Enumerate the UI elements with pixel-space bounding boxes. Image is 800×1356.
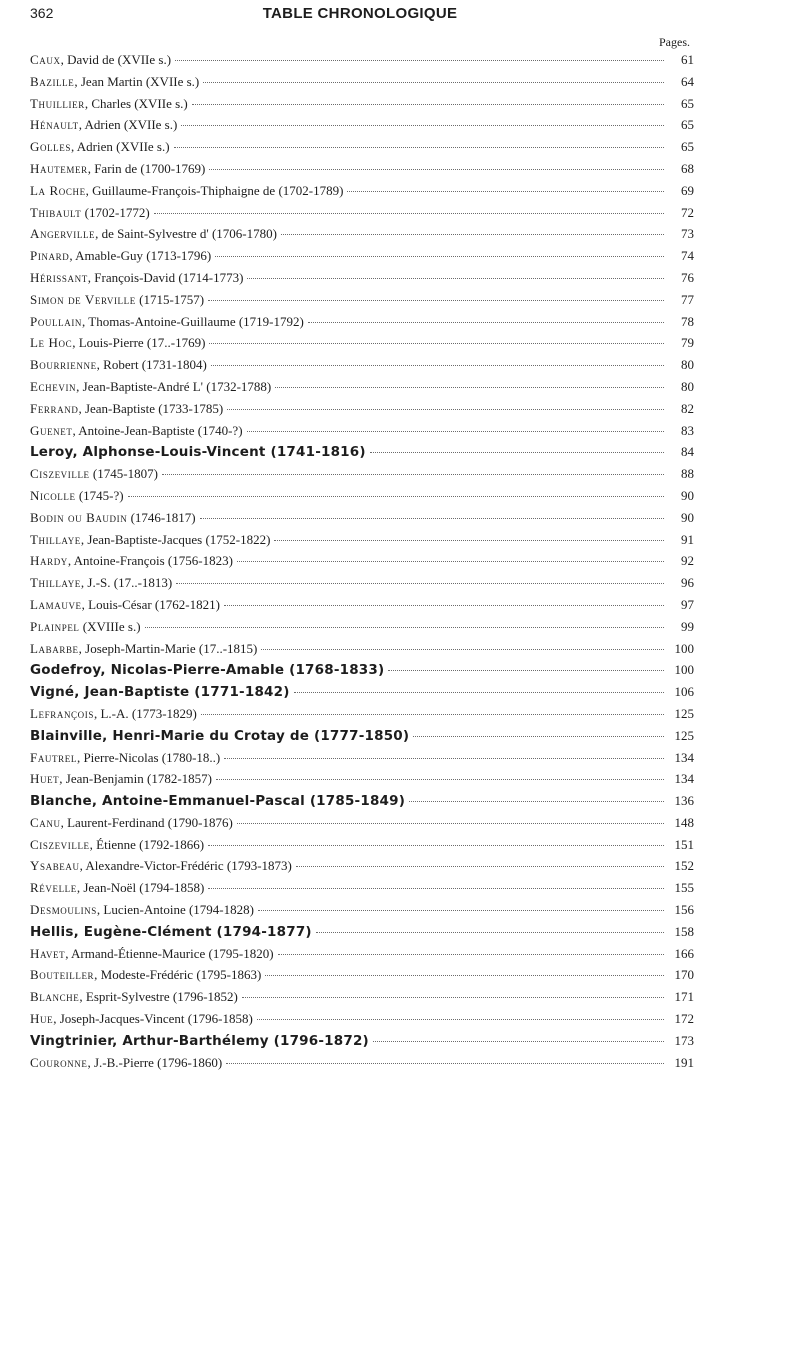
- entry-page-number: 99: [681, 618, 694, 634]
- entry-details: , Étienne (1792-1866): [89, 836, 205, 852]
- entry-page-number: 74: [681, 248, 694, 264]
- entry-details: , Jean-Baptiste (1771-1842): [74, 684, 290, 701]
- dot-leader: [258, 910, 664, 911]
- entry-page-number: 65: [681, 95, 694, 111]
- entry-page-number: 68: [681, 160, 694, 176]
- entry-page-number: 90: [681, 487, 694, 503]
- entry-surname: Guenet: [30, 422, 73, 438]
- entry-surname: Hellis: [30, 923, 74, 940]
- entry-page-number: 65: [681, 139, 694, 155]
- entry-surname: Ciszeville: [30, 466, 90, 482]
- entry-surname: Ysabeau: [30, 858, 80, 874]
- index-entry: [30, 335, 694, 357]
- entry-page-number: 79: [681, 335, 694, 351]
- entry-details: , Farin de (1700-1769): [87, 160, 206, 176]
- dot-leader: [409, 801, 664, 802]
- index-entry: [30, 1033, 694, 1055]
- entry-page-number: 170: [674, 967, 694, 983]
- entry-surname: Bodin ou Baudin: [30, 509, 128, 525]
- index-entry: [30, 226, 694, 248]
- entry-page-number: 82: [681, 400, 694, 416]
- index-entry: [30, 1011, 694, 1033]
- entry-page-number: 61: [681, 52, 694, 67]
- entry-details: , Armand-Étienne-Maurice (1795-1820): [65, 945, 274, 961]
- dot-leader: [265, 975, 664, 976]
- entry-details: , Henri-Marie du Crotay de (1777-1850): [102, 727, 410, 744]
- entry-details: , Pierre-Nicolas (1780-18..): [76, 749, 221, 765]
- index-entry: [30, 510, 694, 532]
- entry-page-number: 77: [681, 291, 694, 307]
- entry-details: , L.-A. (1773-1829): [93, 705, 197, 721]
- entry-page-number: 100: [674, 662, 694, 678]
- entry-details: , Joseph-Jacques-Vincent (1796-1858): [53, 1011, 253, 1027]
- entry-surname: Blanche: [30, 989, 80, 1005]
- entry-details: , Eugène-Clément (1794-1877): [73, 923, 312, 940]
- index-entry: [30, 423, 694, 445]
- dot-leader: [200, 518, 664, 519]
- entry-page-number: 148: [674, 814, 694, 830]
- entry-name: [30, 946, 274, 962]
- entry-name: [30, 96, 188, 112]
- entry-name: [30, 466, 158, 482]
- entry-details: , Louis-Pierre (17..-1769): [72, 335, 206, 351]
- index-entry: [30, 488, 694, 510]
- entry-page-number: 134: [674, 771, 694, 787]
- dot-leader: [154, 213, 664, 214]
- entry-page-number: 158: [674, 923, 694, 939]
- dot-leader: [316, 932, 664, 933]
- entry-details: , Modeste-Frédéric (1795-1863): [94, 967, 262, 983]
- index-entry: [30, 270, 694, 292]
- dot-leader: [224, 605, 664, 606]
- entry-name: [30, 815, 233, 831]
- index-entry: [30, 858, 694, 880]
- entry-name: [30, 488, 124, 504]
- entry-details: , Alphonse-Louis-Vincent (1741-1816): [72, 444, 366, 461]
- entry-details: , Joseph-Martin-Marie (17..-1815): [78, 640, 258, 656]
- dot-leader: [201, 714, 664, 715]
- entry-surname: Godefroy: [30, 662, 101, 679]
- dot-leader: [216, 779, 664, 780]
- index-entry: [30, 1055, 694, 1077]
- entry-details: (1746-1817): [127, 509, 196, 525]
- index-entry: [30, 379, 694, 401]
- index-entry: [30, 532, 694, 554]
- entry-name: [30, 662, 384, 678]
- entry-name: [30, 314, 304, 330]
- index-entry: [30, 466, 694, 488]
- running-title: TABLE CHRONOLOGIQUE: [262, 5, 458, 22]
- entry-details: , Nicolas-Pierre-Amable (1768-1833): [100, 662, 385, 679]
- dot-leader: [227, 409, 664, 410]
- entry-page-number: 80: [681, 378, 694, 394]
- entry-details: , Esprit-Sylvestre (1796-1852): [79, 989, 238, 1005]
- index-entry: [30, 553, 694, 575]
- entry-name: [30, 750, 220, 766]
- entry-name: [30, 161, 205, 177]
- entry-name: [30, 837, 204, 853]
- entry-details: , Adrien (XVIIe s.): [78, 117, 178, 133]
- index-entry: [30, 444, 694, 466]
- entry-name: [30, 205, 150, 221]
- dot-leader: [174, 147, 664, 148]
- entry-page-number: 134: [674, 749, 694, 765]
- entry-name: [30, 226, 277, 242]
- dot-leader: [181, 125, 664, 126]
- entry-page-number: 64: [681, 73, 694, 89]
- entry-details: , Laurent-Ferdinand (1790-1876): [60, 814, 233, 830]
- dot-leader: [237, 823, 664, 824]
- entry-name: [30, 967, 261, 983]
- dot-leader: [413, 736, 664, 737]
- entry-name: [30, 575, 172, 591]
- dot-leader: [224, 758, 664, 759]
- entry-page-number: 125: [674, 727, 694, 743]
- entry-details: , Charles (XVIIe s.): [84, 95, 188, 111]
- pages-column-label: Pages.: [659, 35, 690, 49]
- index-entry: [30, 989, 694, 1011]
- index-entry: [30, 117, 694, 139]
- entry-details: , François-David (1714-1773): [87, 269, 244, 285]
- index-entry: [30, 641, 694, 663]
- index-entry: [30, 161, 694, 183]
- entry-surname: Blanche: [30, 793, 92, 810]
- entry-surname: Caux: [30, 52, 61, 67]
- entry-surname: Hérissant: [30, 269, 88, 285]
- dot-leader: [247, 278, 664, 279]
- index-entry: [30, 793, 694, 815]
- index-entry: [30, 357, 694, 379]
- entry-details: (1702-1772): [81, 204, 150, 220]
- entry-page-number: 90: [681, 509, 694, 525]
- entry-name: [30, 444, 366, 460]
- dot-leader: [247, 431, 664, 432]
- index-entry: [30, 728, 694, 750]
- entry-name: [30, 379, 271, 395]
- entry-page-number: 88: [681, 466, 694, 482]
- entry-surname: Le Hoc: [30, 335, 73, 351]
- entry-name: [30, 728, 409, 744]
- entry-surname: Fautrel: [30, 749, 77, 765]
- entry-page-number: 78: [681, 313, 694, 329]
- index-entry: [30, 597, 694, 619]
- entry-page-number: 84: [681, 444, 694, 460]
- index-entry: [30, 837, 694, 859]
- entry-details: (1745-?): [75, 487, 124, 503]
- index-entry: [30, 946, 694, 968]
- entry-surname: Lefrançois: [30, 705, 94, 721]
- entry-page-number: 152: [674, 858, 694, 874]
- entry-surname: Hardy: [30, 553, 68, 569]
- index-entry: [30, 880, 694, 902]
- dot-leader: [211, 365, 664, 366]
- entry-details: , Louis-César (1762-1821): [81, 596, 220, 612]
- entry-details: , Robert (1731-1804): [96, 357, 207, 373]
- dot-leader: [208, 845, 664, 846]
- entry-page-number: 91: [681, 531, 694, 547]
- entry-page-number: 80: [681, 357, 694, 373]
- dot-leader: [373, 1041, 664, 1042]
- entry-details: , David de (XVIIe s.): [60, 52, 172, 67]
- entry-name: [30, 924, 312, 940]
- index-entry: [30, 314, 694, 336]
- entry-details: , Antoine-Jean-Baptiste (1740-?): [72, 422, 243, 438]
- entry-name: [30, 270, 243, 286]
- entry-name: [30, 553, 233, 569]
- index-entry: [30, 139, 694, 161]
- entry-surname: Vingtrinier: [30, 1032, 113, 1049]
- entry-details: , Jean-Baptiste (1733-1785): [78, 400, 224, 416]
- entry-surname: Nicolle: [30, 487, 76, 503]
- entry-details: , Jean-Baptiste-André L' (1732-1788): [76, 378, 272, 394]
- index-entry: [30, 401, 694, 423]
- entry-page-number: 96: [681, 575, 694, 591]
- entry-surname: Labarbe: [30, 640, 79, 656]
- entry-surname: Huet: [30, 771, 60, 787]
- dot-leader: [308, 322, 664, 323]
- dot-leader: [208, 300, 664, 301]
- entry-page-number: 92: [681, 553, 694, 569]
- entry-name: [30, 684, 290, 700]
- entry-details: , Guillaume-François-Thiphaigne de (1702-1789): [85, 182, 344, 198]
- entry-surname: Hénault: [30, 117, 79, 133]
- dot-leader: [175, 60, 664, 61]
- entry-surname: Canu: [30, 814, 61, 830]
- entry-details: , Jean-Baptiste-Jacques (1752-1822): [80, 531, 271, 547]
- entry-surname: Révelle: [30, 880, 77, 896]
- entry-details: , Jean-Benjamin (1782-1857): [59, 771, 213, 787]
- entry-details: (1745-1807): [89, 466, 158, 482]
- entry-name: [30, 510, 196, 526]
- entry-page-number: 83: [681, 422, 694, 438]
- dot-leader: [226, 1063, 664, 1064]
- entry-page-number: 65: [681, 117, 694, 133]
- index-entry: [30, 815, 694, 837]
- entry-page-number: 166: [674, 945, 694, 961]
- page-number: 362: [30, 5, 54, 21]
- entry-surname: Blainville: [30, 727, 103, 744]
- entry-page-number: 151: [674, 836, 694, 852]
- entry-surname: Ciszeville: [30, 836, 90, 852]
- chronological-index: [30, 52, 694, 1076]
- entry-name: [30, 335, 205, 351]
- entry-name: [30, 619, 141, 635]
- entry-surname: Thibault: [30, 204, 82, 220]
- entry-page-number: 172: [674, 1011, 694, 1027]
- entry-surname: Havet: [30, 945, 66, 961]
- entry-surname: Couronne: [30, 1054, 88, 1070]
- index-entry: [30, 750, 694, 772]
- dot-leader: [347, 191, 664, 192]
- entry-details: (XVIIIe s.): [79, 618, 141, 634]
- entry-surname: Simon de Verville: [30, 291, 136, 307]
- index-entry: [30, 967, 694, 989]
- entry-name: [30, 771, 212, 787]
- entry-surname: Hue: [30, 1011, 54, 1027]
- entry-name: [30, 793, 405, 809]
- index-entry: [30, 771, 694, 793]
- dot-leader: [145, 627, 664, 628]
- dot-leader: [176, 583, 664, 584]
- dot-leader: [192, 104, 664, 105]
- dot-leader: [128, 496, 664, 497]
- entry-surname: Vigné: [30, 684, 75, 701]
- entry-page-number: 155: [674, 880, 694, 896]
- entry-surname: Poullain: [30, 313, 83, 329]
- entry-details: (1715-1757): [135, 291, 205, 307]
- entry-page-number: 100: [674, 640, 694, 656]
- entry-details: , Jean Martin (XVIIe s.): [74, 73, 200, 89]
- entry-details: , Lucien-Antoine (1794-1828): [96, 902, 254, 918]
- entry-details: , de Saint-Sylvestre d' (1706-1780): [95, 226, 277, 242]
- entry-name: [30, 139, 170, 155]
- entry-surname: Leroy: [30, 444, 73, 461]
- entry-name: [30, 357, 207, 373]
- dot-leader: [203, 82, 664, 83]
- entry-surname: Angerville: [30, 226, 96, 242]
- entry-details: , Thomas-Antoine-Guillaume (1719-1792): [82, 313, 304, 329]
- entry-page-number: 73: [681, 226, 694, 242]
- dot-leader: [388, 670, 664, 671]
- entry-surname: Bouteiller: [30, 967, 95, 983]
- index-entry: [30, 684, 694, 706]
- entry-name: [30, 641, 257, 657]
- entry-page-number: 156: [674, 902, 694, 918]
- entry-page-number: 173: [674, 1032, 694, 1048]
- entry-details: , Arthur-Barthélemy (1796-1872): [112, 1032, 369, 1049]
- entry-name: [30, 532, 270, 548]
- entry-surname: Golles: [30, 139, 71, 155]
- dot-leader: [261, 649, 664, 650]
- entry-details: , J.-S. (17..-1813): [80, 575, 173, 591]
- entry-name: [30, 74, 199, 90]
- index-entry: [30, 74, 694, 96]
- dot-leader: [237, 561, 664, 562]
- entry-surname: Thillaye: [30, 575, 81, 591]
- index-entry: [30, 619, 694, 641]
- entry-page-number: 171: [674, 989, 694, 1005]
- entry-name: [30, 1055, 222, 1071]
- entry-name: [30, 117, 177, 133]
- entry-name: [30, 1011, 253, 1027]
- entry-name: [30, 183, 343, 199]
- entry-surname: Ferrand: [30, 400, 79, 416]
- entry-name: [30, 292, 204, 308]
- entry-surname: Bazille: [30, 73, 75, 89]
- entry-details: , Alexandre-Victor-Frédéric (1793-1873): [79, 858, 292, 874]
- entry-surname: Thuillier: [30, 95, 85, 111]
- entry-name: [30, 1033, 369, 1049]
- dot-leader: [296, 866, 664, 867]
- entry-page-number: 106: [674, 684, 694, 700]
- entry-surname: Pinard: [30, 248, 70, 264]
- index-entry: [30, 575, 694, 597]
- index-entry: [30, 205, 694, 227]
- page-header: [30, 5, 690, 29]
- entry-name: [30, 706, 197, 722]
- index-entry: [30, 924, 694, 946]
- entry-page-number: 136: [674, 793, 694, 809]
- dot-leader: [275, 387, 664, 388]
- entry-surname: Bourrienne: [30, 357, 97, 373]
- dot-leader: [208, 888, 664, 889]
- entry-page-number: 125: [674, 705, 694, 721]
- entry-name: [30, 401, 223, 417]
- index-entry: [30, 902, 694, 924]
- entry-page-number: 97: [681, 596, 694, 612]
- entry-name: [30, 423, 243, 439]
- entry-details: , Jean-Noël (1794-1858): [76, 880, 205, 896]
- dot-leader: [281, 234, 664, 235]
- dot-leader: [215, 256, 664, 257]
- dot-leader: [370, 452, 664, 453]
- entry-details: , J.-B.-Pierre (1796-1860): [87, 1054, 223, 1070]
- entry-name: [30, 597, 220, 613]
- index-entry: [30, 52, 694, 74]
- dot-leader: [257, 1019, 664, 1020]
- dot-leader: [278, 954, 664, 955]
- dot-leader: [209, 343, 664, 344]
- entry-surname: Desmoulins: [30, 902, 97, 918]
- entry-details: , Antoine-Emmanuel-Pascal (1785-1849): [91, 793, 406, 810]
- entry-surname: Lamauve: [30, 596, 82, 612]
- index-entry: [30, 706, 694, 728]
- entry-details: , Antoine-François (1756-1823): [67, 553, 233, 569]
- index-entry: [30, 662, 694, 684]
- entry-surname: Hautemer: [30, 160, 88, 176]
- entry-name: [30, 248, 211, 264]
- entry-name: [30, 52, 171, 68]
- entry-name: [30, 989, 238, 1005]
- dot-leader: [209, 169, 664, 170]
- index-entry: [30, 183, 694, 205]
- dot-leader: [162, 474, 664, 475]
- entry-name: [30, 902, 254, 918]
- entry-page-number: 76: [681, 269, 694, 285]
- index-entry: [30, 248, 694, 270]
- dot-leader: [274, 540, 664, 541]
- index-entry: [30, 292, 694, 314]
- entry-page-number: 72: [681, 204, 694, 220]
- entry-name: [30, 880, 204, 896]
- entry-page-number: 191: [674, 1054, 694, 1070]
- entry-surname: Echevin: [30, 378, 77, 394]
- dot-leader: [242, 997, 664, 998]
- dot-leader: [294, 692, 664, 693]
- index-entry: [30, 96, 694, 118]
- entry-details: , Adrien (XVIIe s.): [71, 139, 170, 155]
- entry-surname: Thillaye: [30, 531, 81, 547]
- entry-surname: La Roche: [30, 182, 86, 198]
- entry-surname: Plainpel: [30, 618, 80, 634]
- entry-name: [30, 858, 292, 874]
- entry-page-number: 69: [681, 182, 694, 198]
- entry-details: , Amable-Guy (1713-1796): [69, 248, 212, 264]
